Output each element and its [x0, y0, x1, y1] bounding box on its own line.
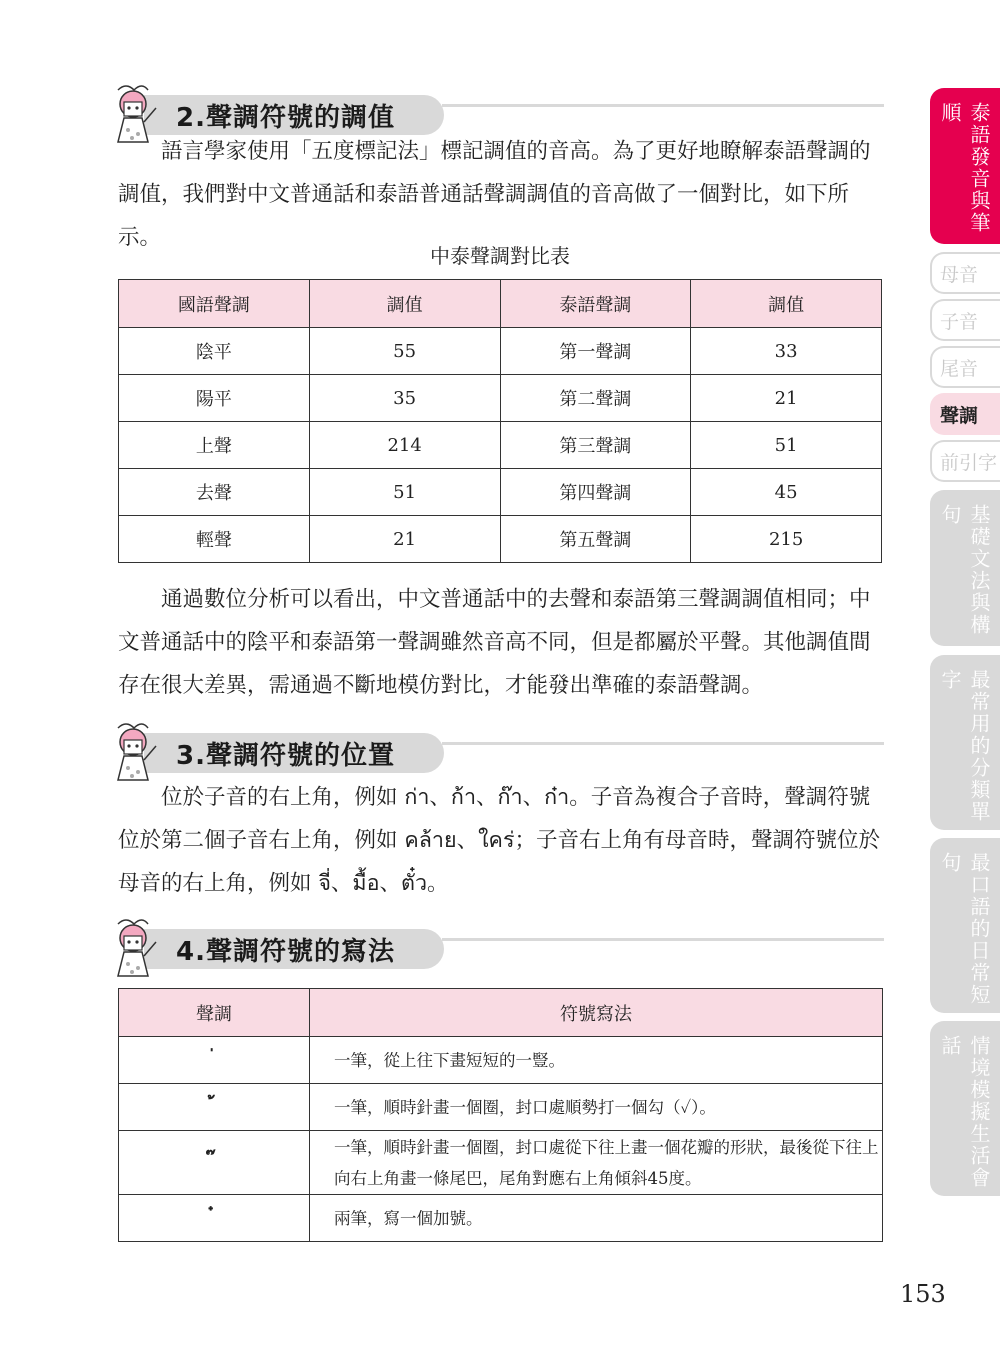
section-rule	[442, 104, 884, 107]
table-cell: 55	[309, 328, 500, 375]
subtab-final-consonants[interactable]	[930, 346, 1000, 388]
table-row	[119, 469, 882, 516]
table1-caption: 中泰聲調對比表	[430, 244, 570, 268]
table-cell: 第二聲調	[500, 375, 691, 422]
intro-text: 語言學家使用「五度標記法」標記調值的音高。為了更好地瞭解泰語聲調的調值，我們對中文普通話和泰語普通話聲調調值的音高做了一個對比，如下所示。	[118, 139, 871, 250]
analysis-paragraph	[118, 578, 886, 707]
table-cell: 35	[309, 375, 500, 422]
table-header-row	[119, 989, 883, 1037]
section-header-3	[104, 720, 884, 778]
tone-mark	[119, 1037, 310, 1084]
table-row	[119, 422, 882, 469]
table-cell: 陽平	[119, 375, 310, 422]
subtab-label: 前引字	[940, 451, 998, 474]
analysis-text: 通過數位分析可以看出，中文普通話中的去聲和泰語第三聲調調值相同；中文普通話中的陰平和泰語第一聲調雖然音高不同，但是都屬於平聲。其他調值間存在很大差異，需通過不斷地模仿對比，才能發出準確的泰語聲調。	[118, 587, 871, 698]
stroke-description: 一筆，順時針畫一個圈，封口處順勢打一個勾（✓）。	[310, 1084, 883, 1131]
tone-mark	[119, 1084, 310, 1131]
stroke-description: 一筆，順時針畫一個圈，封口處從下往上畫一個花瓣的形狀，最後從下往上向右上角畫一條尾巴，尾角對應右上角傾斜45度。	[310, 1131, 883, 1195]
subtab-label: 子音	[940, 310, 979, 333]
table-cell: 上聲	[119, 422, 310, 469]
table-row	[119, 516, 882, 563]
table-cell: 第五聲調	[500, 516, 691, 563]
tab-label: 基礎文法與構句	[938, 504, 991, 636]
subtab-label: 聲調	[940, 404, 979, 427]
table-cell: 第三聲調	[500, 422, 691, 469]
table-row	[119, 1195, 883, 1242]
tab-daily-phrases[interactable]	[930, 838, 1000, 1013]
column-header: 國語聲調	[119, 280, 310, 328]
tab-vocabulary[interactable]	[930, 655, 1000, 830]
position-text: 位於子音的右上角，例如 ก่า、ก้า、ก๊า、ก๋า。子音為複合子音時，聲調符號位於第二個子音右上角，例如 คล้าย、ใคร่；子音右上角有母音時，聲調符號位於母音的右上角，例如 จี่、มื้อ、ตั๋ว。	[118, 785, 880, 896]
table-cell: 33	[691, 328, 882, 375]
section-title: 2.聲調符號的調值	[176, 103, 395, 133]
stroke-description: 一筆，從上往下畫短短的一豎。	[310, 1037, 883, 1084]
subtab-vowels[interactable]	[930, 252, 1000, 294]
table-cell: 去聲	[119, 469, 310, 516]
stroke-description: 兩筆，寫一個加號。	[310, 1195, 883, 1242]
table-row	[119, 1084, 883, 1131]
table-row	[119, 375, 882, 422]
table-cell: 215	[691, 516, 882, 563]
table-row	[119, 1131, 883, 1195]
table-header-row	[119, 280, 882, 328]
tone-mark	[119, 1195, 310, 1242]
section-rule	[442, 938, 884, 941]
subtab-label: 尾音	[940, 357, 979, 380]
mascot-girl-icon	[104, 720, 164, 784]
table-cell: 45	[691, 469, 882, 516]
table-cell: 陰平	[119, 328, 310, 375]
table-cell: 第一聲調	[500, 328, 691, 375]
tab-label: 最常用的分類單字	[938, 669, 991, 823]
tone-comparison-table	[118, 279, 882, 563]
column-header: 聲調	[119, 989, 310, 1037]
section-rule	[442, 742, 884, 745]
table-cell: 第四聲調	[500, 469, 691, 516]
page-number: 153	[900, 1280, 946, 1308]
subtab-tones[interactable]	[930, 393, 1000, 435]
subtab-consonants[interactable]	[930, 299, 1000, 341]
section-header-4	[104, 916, 884, 974]
tab-label: 泰語發音與筆順	[938, 102, 991, 234]
column-header: 調值	[309, 280, 500, 328]
tab-pronunciation[interactable]	[930, 88, 1000, 244]
tab-label: 情境模擬生活會話	[938, 1035, 991, 1189]
tab-grammar[interactable]	[930, 490, 1000, 646]
subtab-label: 母音	[940, 263, 979, 286]
table-cell: 51	[309, 469, 500, 516]
column-header: 符號寫法	[310, 989, 883, 1037]
subtab-leading-consonant[interactable]	[930, 440, 1000, 482]
tone-writing-table	[118, 988, 883, 1242]
section-title: 4.聲調符號的寫法	[176, 937, 395, 967]
column-header: 泰語聲調	[500, 280, 691, 328]
position-paragraph	[118, 776, 886, 905]
table-row	[119, 328, 882, 375]
section-title: 3.聲調符號的位置	[176, 741, 395, 771]
tab-conversation[interactable]	[930, 1021, 1000, 1196]
mascot-girl-icon	[104, 916, 164, 980]
table-row	[119, 1037, 883, 1084]
column-header: 調值	[691, 280, 882, 328]
table-cell: 輕聲	[119, 516, 310, 563]
table-cell: 51	[691, 422, 882, 469]
table-cell: 21	[309, 516, 500, 563]
tab-label: 最口語的日常短句	[938, 852, 991, 1006]
table-cell: 214	[309, 422, 500, 469]
table-cell: 21	[691, 375, 882, 422]
tone-mark	[119, 1131, 310, 1195]
